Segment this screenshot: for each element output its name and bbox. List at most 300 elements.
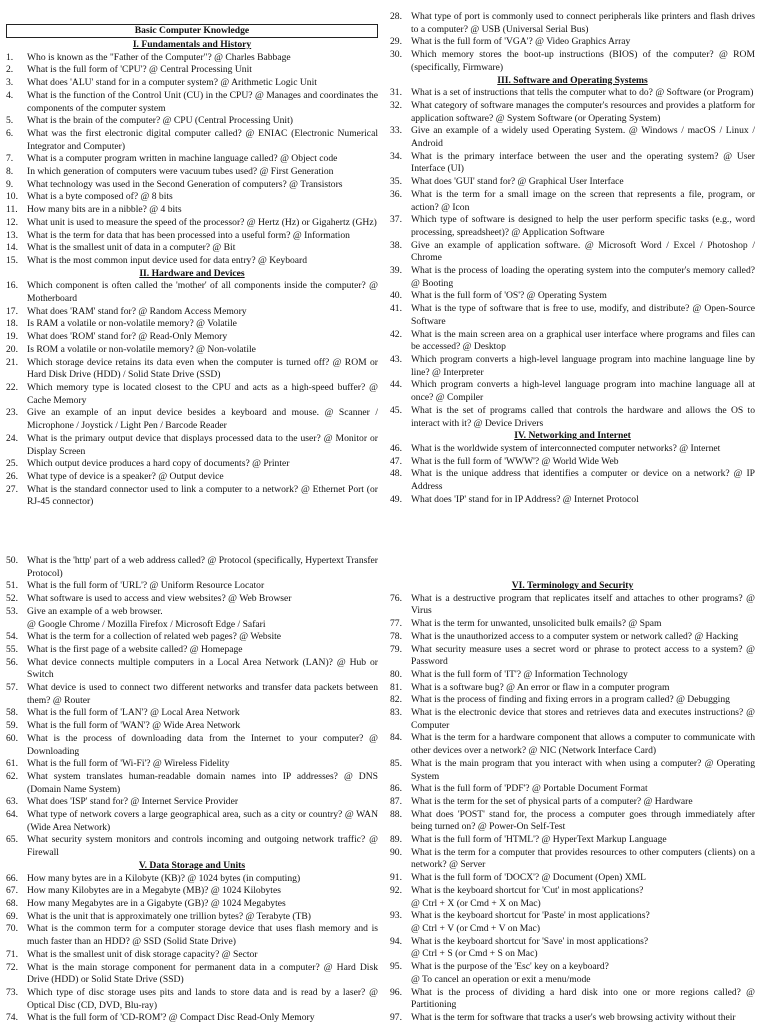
- question-item: [6, 407, 378, 432]
- question-text: What is the most common input device used for data entry? @ Keyboard: [27, 254, 308, 266]
- question-item: [390, 593, 755, 618]
- question-number: 54.: [6, 631, 18, 643]
- question-text: What is the full form of 'Wi-Fi'? @ Wireless Fidelity: [27, 758, 230, 770]
- question-item: [6, 682, 378, 707]
- question-number: 29.: [390, 36, 402, 48]
- question-text: What is the common term for a computer storage device that uses flash memory and is much faster than an HDD? @ SSD (Solid State Drive): [27, 923, 378, 948]
- question-number: 33.: [390, 125, 402, 137]
- question-text: What is the main program that you interact with when using a computer? @ Operating System: [411, 757, 755, 782]
- question-text: What is the main screen area on a graphical user interface where programs and files can be accessed? @ Desktop: [411, 328, 755, 353]
- question-item: [6, 280, 378, 305]
- question-number: 55.: [6, 643, 18, 655]
- question-text: What is the electronic device that stores and retrieves data and executes instructions? @ Computer: [411, 707, 755, 731]
- question-item: [6, 580, 378, 593]
- question-item: [390, 618, 755, 631]
- question-text: What type of device is a speaker? @ Output device: [27, 470, 224, 482]
- question-number: 83.: [390, 707, 402, 719]
- question-item: [6, 834, 378, 859]
- question-text: Give an example of an input device besides a keyboard and mouse. @ Scanner / Microphone / Joystick / Light Pen / Barcode Reader: [27, 407, 378, 432]
- question-text: What is the term for data that has been processed into a useful form? @ Information: [27, 229, 350, 241]
- question-number: 28.: [390, 11, 402, 22]
- question-number: 26.: [6, 470, 18, 482]
- question-item: [390, 948, 755, 961]
- question-number: 22.: [6, 381, 18, 393]
- question-number: 11.: [6, 204, 18, 216]
- question-item: [390, 961, 755, 974]
- question-item: [6, 911, 378, 924]
- question-number: 20.: [6, 343, 18, 355]
- question-text: What system translates human-readable domain names into IP addresses? @ DNS (Domain Name System): [27, 770, 378, 795]
- section-heading: I. Fundamentals and History: [132, 39, 252, 50]
- question-number: 45.: [390, 404, 402, 416]
- question-item: [6, 619, 378, 632]
- question-number: 74.: [6, 1012, 18, 1024]
- question-text: What is a computer program written in machine language called? @ Object code: [27, 153, 338, 165]
- question-text: What was the first electronic digital computer called? @ ENIAC (Electronic Numerical Integrator and Computer): [27, 127, 378, 152]
- question-item: [390, 214, 755, 239]
- section-heading: III. Software and Operating Systems: [497, 74, 648, 86]
- question-number: 38.: [390, 239, 402, 251]
- question-text: What is a destructive program that replicates itself and attaches to other programs? @ Virus: [411, 592, 755, 617]
- question-text: Give an example of a web browser.: [27, 605, 163, 617]
- question-item: [6, 153, 378, 166]
- question-item: [390, 11, 755, 36]
- question-number: 5.: [6, 115, 14, 127]
- question-number: 44.: [390, 379, 402, 391]
- question-item: [390, 494, 755, 507]
- question-text: What does 'ISP' stand for? @ Internet Service Provider: [27, 796, 239, 808]
- question-number: 80.: [390, 668, 402, 680]
- question-item: [6, 77, 378, 90]
- question-item: [390, 468, 755, 493]
- question-number: 85.: [390, 757, 402, 769]
- question-text: What is the term for a small image on the screen that represents a file, program, or action? @ Icon: [411, 188, 755, 213]
- question-text: How many Megabytes are in a Gigabyte (GB)? @ 1024 Megabytes: [27, 897, 286, 909]
- question-text: @ Ctrl + S (or Cmd + S on Mac): [411, 948, 538, 960]
- question-number: 31.: [390, 87, 402, 99]
- section-heading: IV. Networking and Internet: [514, 430, 631, 442]
- question-item: [390, 974, 755, 987]
- question-number: 42.: [390, 328, 402, 340]
- question-number: 77.: [390, 618, 402, 630]
- question-number: 15.: [6, 254, 18, 266]
- question-item: [6, 923, 378, 948]
- question-number: [390, 974, 411, 987]
- question-text: How many bytes are in a Kilobyte (KB)? @ 1024 bytes (in computing): [27, 872, 301, 884]
- question-text: What is the term for a collection of related web pages? @ Website: [27, 631, 282, 643]
- question-number: 47.: [390, 455, 402, 467]
- question-text: What is the full form of 'WAN'? @ Wide Area Network: [27, 720, 241, 732]
- question-text: Is RAM a volatile or non-volatile memory? @ Volatile: [27, 318, 237, 330]
- question-item: [390, 910, 755, 923]
- question-number: 51.: [6, 580, 18, 592]
- question-number: 79.: [390, 643, 402, 655]
- question-text: What device is used to connect two different networks and transfer data packets between them? @ Router: [27, 682, 378, 706]
- question-item: [6, 733, 378, 758]
- question-text: In which generation of computers were vacuum tubes used? @ First Generation: [27, 166, 334, 178]
- question-text: What is the term for unwanted, unsolicited bulk emails? @ Spam: [411, 618, 662, 630]
- question-text: @ Google Chrome / Mozilla Firefox / Microsoft Edge / Safari: [27, 618, 266, 630]
- question-number: 24.: [6, 432, 18, 444]
- question-text: What is the full form of 'WWW'? @ World Wide Web: [411, 455, 619, 467]
- question-item: [390, 265, 755, 290]
- document-title: Basic Computer Knowledge: [6, 24, 378, 38]
- question-number: [390, 948, 411, 961]
- question-text: What is the smallest unit of data in a computer? @ Bit: [27, 242, 236, 254]
- question-number: 84.: [390, 732, 402, 744]
- question-item: [6, 52, 378, 65]
- question-number: 57.: [6, 682, 18, 694]
- question-number: 76.: [390, 592, 402, 604]
- question-number: 43.: [390, 353, 402, 365]
- question-number: 67.: [6, 885, 18, 897]
- question-item: [6, 433, 378, 458]
- question-number: 86.: [390, 783, 402, 795]
- question-number: 6.: [6, 127, 14, 139]
- question-text: What is the type of software that is free to use, modify, and distribute? @ Open-Source Software: [411, 303, 755, 327]
- question-item: [390, 694, 755, 707]
- question-number: 63.: [6, 796, 18, 808]
- question-number: 16.: [6, 280, 18, 292]
- question-number: [390, 923, 411, 936]
- question-text: What security measure uses a secret word or phrase to protect access to a system? @ Password: [411, 643, 755, 668]
- question-text: What is a byte composed of? @ 8 bits: [27, 191, 173, 203]
- question-item: [390, 987, 755, 1012]
- question-text: What is the standard connector used to link a computer to a network? @ Ethernet Port (or RJ-45 connector): [27, 483, 378, 508]
- question-text: What does 'IP' stand for in IP Address? @ Internet Protocol: [411, 493, 639, 505]
- question-item: [390, 732, 755, 757]
- question-text: Which component is often called the 'mother' of all components inside the computer? @ Motherboard: [27, 280, 378, 305]
- question-item: [390, 631, 755, 644]
- question-number: 25.: [6, 458, 18, 470]
- question-text: What is the term for the set of physical parts of a computer? @ Hardware: [411, 795, 693, 807]
- question-number: 19.: [6, 331, 18, 343]
- question-text: What does 'GUI' stand for? @ Graphical User Interface: [411, 176, 624, 188]
- question-text: What is the brain of the computer? @ CPU (Central Processing Unit): [27, 115, 293, 127]
- question-text: What is the worldwide system of interconnected computer networks? @ Internet: [411, 442, 721, 454]
- column-bottom-left: [6, 555, 378, 1025]
- question-text: What category of software manages the computer's resources and provides a platform for application software? @ System Software (or Operating System): [411, 99, 755, 124]
- question-text: What is a software bug? @ An error or flaw in a computer program: [411, 681, 670, 693]
- question-text: What software is used to access and view websites? @ Web Browser: [27, 593, 292, 605]
- question-number: 50.: [6, 555, 18, 566]
- question-text: What is the full form of 'CPU'? @ Central Processing Unit: [27, 64, 252, 76]
- question-number: 62.: [6, 770, 18, 782]
- question-text: What does 'POST' stand for, the process a computer goes through immediately after being turned on? @ Power-On Self-Test: [411, 808, 755, 833]
- question-item: [6, 318, 378, 331]
- question-item: [6, 204, 378, 217]
- question-text: What is the main storage component for permanent data in a computer? @ Hard Disk Drive (HDD) or Solid State Drive (SSD): [27, 961, 378, 986]
- question-text: What technology was used in the Second Generation of computers? @ Transistors: [27, 178, 343, 190]
- question-number: 36.: [390, 188, 402, 200]
- question-item: [390, 783, 755, 796]
- question-item: [6, 657, 378, 682]
- question-item: [6, 1012, 378, 1025]
- question-text: What is the term for a computer that provides resources to other computers (clients) on a network? @ Server: [411, 846, 755, 871]
- question-item: [6, 179, 378, 192]
- question-text: What unit is used to measure the speed of the processor? @ Hertz (Hz) or Gigahertz (GHz): [27, 216, 377, 228]
- question-number: 46.: [390, 442, 402, 454]
- question-number: 95.: [390, 961, 402, 973]
- question-text: How many bits are in a nibble? @ 4 bits: [27, 204, 182, 216]
- question-text: What is the process of dividing a hard disk into one or more regions called? @ Partitioning: [411, 986, 755, 1011]
- question-text: What is the unique address that identifies a computer or device on a network? @ IP Address: [411, 468, 755, 493]
- question-text: Give an example of a widely used Operating System. @ Windows / macOS / Linux / Android: [411, 125, 755, 150]
- question-item: [390, 456, 755, 469]
- question-item: [6, 644, 378, 657]
- question-number: 92.: [390, 884, 402, 896]
- question-text: Which output device produces a hard copy of documents? @ Printer: [27, 458, 290, 470]
- question-number: 94.: [390, 935, 402, 947]
- question-item: [390, 682, 755, 695]
- question-number: 69.: [6, 910, 18, 922]
- question-item: [6, 242, 378, 255]
- question-number: 23.: [6, 407, 18, 419]
- question-item: [390, 49, 755, 74]
- question-item: [6, 707, 378, 720]
- section-heading: VI. Terminology and Security: [511, 580, 634, 591]
- question-text: What is the set of programs called that controls the hardware and allows the OS to interact with it? @ Device Drivers: [411, 404, 755, 429]
- question-item: [6, 166, 378, 179]
- question-number: 12.: [6, 216, 18, 228]
- question-text: What is a set of instructions that tells the computer what to do? @ Software (or Program): [411, 87, 754, 99]
- question-item: [390, 329, 755, 354]
- question-item: [6, 344, 378, 357]
- question-text: What does 'ROM' stand for? @ Read-Only Memory: [27, 331, 228, 343]
- question-number: 64.: [6, 809, 18, 821]
- question-number: 96.: [390, 986, 402, 998]
- question-item: [6, 458, 378, 471]
- question-item: [6, 758, 378, 771]
- question-number: 71.: [6, 948, 18, 960]
- section-heading: V. Data Storage and Units: [138, 859, 246, 871]
- question-item: [6, 555, 378, 580]
- question-item: [390, 189, 755, 214]
- question-text: What is the term for a hardware component that allows a computer to communicate with other devices over a network? @ NIC (Network Interface Card): [411, 732, 755, 757]
- question-number: 53.: [6, 605, 18, 617]
- question-number: 49.: [390, 493, 402, 505]
- question-item: [6, 873, 378, 886]
- question-number: 60.: [6, 732, 18, 744]
- question-text: What is the full form of 'IT'? @ Information Technology: [411, 668, 628, 680]
- question-number: 32.: [390, 99, 402, 111]
- question-item: [6, 484, 378, 509]
- question-text: What is the full form of 'HTML'? @ HyperText Markup Language: [411, 834, 667, 846]
- question-text: @ Ctrl + X (or Cmd + X on Mac): [411, 897, 541, 909]
- question-text: What is the first page of a website called? @ Homepage: [27, 643, 243, 655]
- question-number: 90.: [390, 846, 402, 858]
- question-item: [390, 151, 755, 176]
- question-text: What does 'RAM' stand for? @ Random Access Memory: [27, 305, 247, 317]
- question-text: How many Kilobytes are in a Megabyte (MB)? @ 1024 Kilobytes: [27, 885, 281, 897]
- question-text: What is the 'http' part of a web address called? @ Protocol (specifically, Hypertext Transfer Protocol): [27, 555, 378, 579]
- question-item: [390, 405, 755, 430]
- question-item: [390, 669, 755, 682]
- question-number: 70.: [6, 923, 18, 935]
- question-number: 59.: [6, 720, 18, 732]
- question-number: 4.: [6, 89, 14, 101]
- question-text: What is the process of downloading data from the Internet to your computer? @ Downloading: [27, 732, 378, 757]
- question-text: Who is known as the "Father of the Computer"? @ Charles Babbage: [27, 51, 291, 63]
- question-item: [6, 809, 378, 834]
- question-number: 27.: [6, 483, 18, 495]
- question-number: [6, 619, 27, 632]
- question-number: 41.: [390, 303, 402, 315]
- question-item: [6, 720, 378, 733]
- question-item: [6, 962, 378, 987]
- question-text: What is the full form of 'PDF'? @ Portable Document Format: [411, 783, 648, 795]
- question-item: [390, 644, 755, 669]
- question-text: What is the keyboard shortcut for 'Cut' in most applications?: [411, 884, 644, 896]
- question-text: What is the primary output device that displays processed data to the user? @ Monitor or Display Screen: [27, 432, 378, 457]
- question-number: 72.: [6, 961, 18, 973]
- question-number: 37.: [390, 214, 402, 226]
- question-number: 30.: [390, 49, 402, 61]
- question-number: 89.: [390, 834, 402, 846]
- question-item: [6, 128, 378, 153]
- question-text: What is the keyboard shortcut for 'Paste' in most applications?: [411, 910, 650, 922]
- question-item: [6, 471, 378, 484]
- question-number: 81.: [390, 681, 402, 693]
- question-item: [390, 898, 755, 911]
- question-item: [390, 290, 755, 303]
- question-text: What does 'ALU' stand for in a computer system? @ Arithmetic Logic Unit: [27, 77, 317, 89]
- question-item: [390, 847, 755, 872]
- question-item: [6, 631, 378, 644]
- question-item: [390, 354, 755, 379]
- question-item: [390, 1012, 755, 1025]
- question-number: 93.: [390, 910, 402, 922]
- question-item: [6, 357, 378, 382]
- question-item: [6, 90, 378, 115]
- question-text: What is the unit that is approximately one trillion bytes? @ Terabyte (TB): [27, 910, 312, 922]
- question-number: 1.: [6, 51, 14, 63]
- question-number: 34.: [390, 150, 402, 162]
- question-text: What is the full form of 'CD-ROM'? @ Compact Disc Read-Only Memory: [27, 1012, 315, 1024]
- question-text: What is the full form of 'VGA'? @ Video Graphics Array: [411, 36, 631, 48]
- question-item: [390, 796, 755, 809]
- question-item: [390, 443, 755, 456]
- question-item: [390, 834, 755, 847]
- question-text: What is the function of the Control Unit (CU) in the CPU? @ Manages and coordinates the components of the computer system: [27, 89, 378, 114]
- question-number: 21.: [6, 356, 18, 368]
- section-heading: II. Hardware and Devices: [139, 267, 245, 279]
- question-number: 73.: [6, 986, 18, 998]
- question-item: [390, 176, 755, 189]
- question-number: 66.: [6, 872, 18, 884]
- question-text: What type of port is commonly used to connect peripherals like printers and flash drives to a computer? @ USB (Universal Serial Bus): [411, 11, 755, 35]
- column-top-left: [6, 24, 378, 509]
- question-text: What is the full form of 'URL'? @ Uniform Resource Locator: [27, 580, 265, 592]
- question-item: [390, 36, 755, 49]
- column-bottom-right: [390, 580, 755, 1025]
- question-item: [390, 100, 755, 125]
- question-text: What is the full form of 'LAN'? @ Local Area Network: [27, 707, 240, 719]
- question-text: What is the unauthorized access to a computer system or network called? @ Hacking: [411, 630, 739, 642]
- question-number: 61.: [6, 758, 18, 770]
- question-item: [390, 936, 755, 949]
- question-number: 68.: [6, 897, 18, 909]
- question-number: 3.: [6, 77, 14, 89]
- question-number: 40.: [390, 290, 402, 302]
- question-number: [390, 898, 411, 911]
- question-item: [6, 115, 378, 128]
- question-number: 35.: [390, 176, 402, 188]
- question-text: What is the purpose of the 'Esc' key on a keyboard?: [411, 961, 609, 973]
- question-number: 14.: [6, 242, 18, 254]
- column-top-right: [390, 11, 755, 506]
- question-item: [390, 885, 755, 898]
- question-number: 9.: [6, 178, 14, 190]
- question-item: [390, 758, 755, 783]
- question-text: What type of network covers a large geographical area, such as a city or country? @ WAN (Wide Area Network): [27, 809, 378, 833]
- question-text: What security system monitors and controls incoming and outgoing network traffic? @ Firewall: [27, 834, 378, 859]
- question-item: [390, 923, 755, 936]
- question-text: Which storage device retains its data even when the computer is turned off? @ ROM or Hard Disk Drive (HDD) / Solid State Drive (SSD): [27, 356, 378, 381]
- question-item: [6, 949, 378, 962]
- question-text: What is the smallest unit of disk storage capacity? @ Sector: [27, 948, 258, 960]
- question-text: What is the process of loading the operating system into the computer's memory called? @ Booting: [411, 265, 755, 289]
- question-number: 52.: [6, 593, 18, 605]
- question-text: Which program converts a high-level language program into machine language all at once? @ Compiler: [411, 379, 755, 404]
- question-item: [6, 230, 378, 243]
- question-number: 18.: [6, 318, 18, 330]
- question-number: 91.: [390, 872, 402, 884]
- question-text: Which program converts a high-level language program into machine language line by line? @ Interpreter: [411, 353, 755, 378]
- question-text: @ Ctrl + V (or Cmd + V on Mac): [411, 922, 541, 934]
- question-item: [6, 217, 378, 230]
- question-number: 48.: [390, 468, 402, 480]
- question-item: [6, 255, 378, 268]
- question-text: What is the term for software that tracks a user's web browsing activity without their: [411, 1011, 736, 1023]
- question-text: Which memory stores the boot-up instructions (BIOS) of the computer? @ ROM (specifically, Firmware): [411, 49, 755, 73]
- question-number: 10.: [6, 191, 18, 203]
- question-number: 17.: [6, 305, 18, 317]
- question-number: 58.: [6, 707, 18, 719]
- question-number: 87.: [390, 795, 402, 807]
- question-number: 8.: [6, 166, 14, 178]
- question-item: [6, 64, 378, 77]
- question-item: [6, 593, 378, 606]
- question-item: [6, 771, 378, 796]
- question-item: [6, 306, 378, 319]
- question-item: [6, 796, 378, 809]
- question-item: [390, 303, 755, 328]
- question-text: What is the process of finding and fixing errors in a program called? @ Debugging: [411, 694, 730, 706]
- question-number: 78.: [390, 630, 402, 642]
- question-number: 2.: [6, 64, 14, 76]
- question-item: [390, 809, 755, 834]
- question-text: Which type of disc storage uses pits and lands to store data and is read by a laser? @ Optical Disc (CD, DVD, Blu-ray): [27, 986, 378, 1011]
- question-text: @ To cancel an operation or exit a menu/mode: [411, 973, 591, 985]
- question-number: 65.: [6, 834, 18, 846]
- question-item: [6, 382, 378, 407]
- question-number: 97.: [390, 1011, 402, 1023]
- question-item: [390, 379, 755, 404]
- question-number: 56.: [6, 656, 18, 668]
- question-item: [390, 125, 755, 150]
- question-item: [6, 885, 378, 898]
- question-text: Is ROM a volatile or non-volatile memory? @ Non-volatile: [27, 343, 256, 355]
- question-item: [6, 987, 378, 1012]
- question-number: 82.: [390, 694, 402, 706]
- question-number: 39.: [390, 265, 402, 277]
- question-text: What is the primary interface between the user and the operating system? @ User Interface (UI): [411, 150, 755, 175]
- question-text: Which memory type is located closest to the CPU and acts as a high-speed buffer? @ Cache Memory: [27, 381, 378, 406]
- question-number: 7.: [6, 153, 14, 165]
- question-number: 88.: [390, 808, 402, 820]
- question-text: What is the full form of 'OS'? @ Operating System: [411, 290, 607, 302]
